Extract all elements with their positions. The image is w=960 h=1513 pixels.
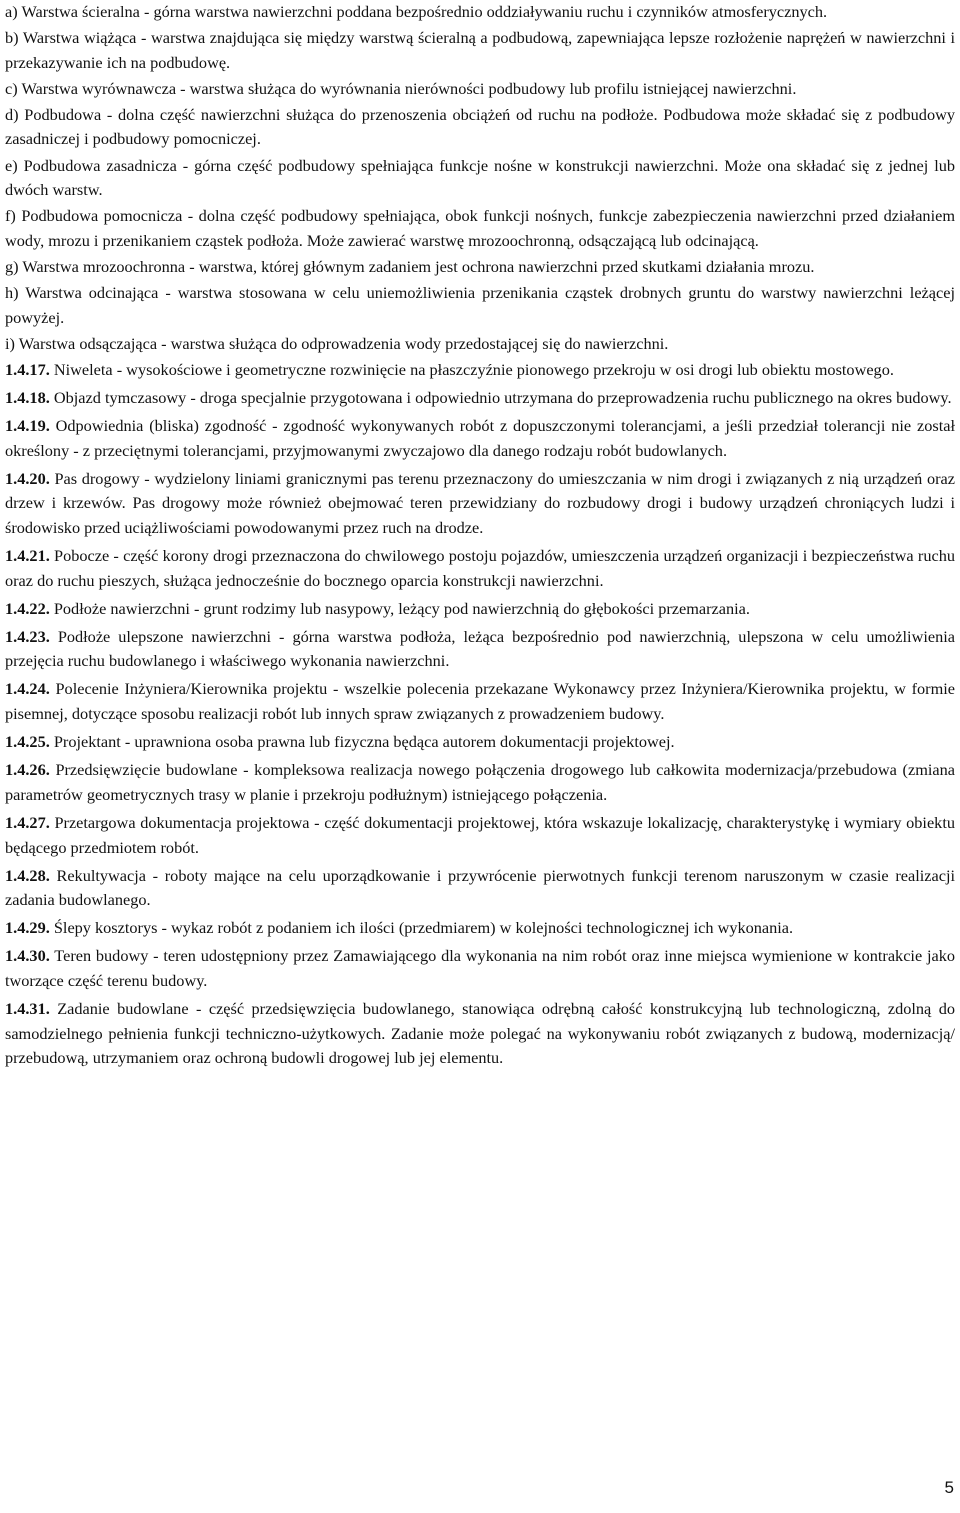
definition-number: 1.4.28. xyxy=(5,865,50,885)
document-page xyxy=(5,0,955,1074)
list-item: c) Warstwa wyrównawcza - warstwa służąca do wyrównania nierówności podbudowy lub profilu istniejącej nawierzchni. xyxy=(5,78,797,98)
definition-number: 1.4.18. xyxy=(5,387,50,407)
definition-item: 1.4.29. Ślepy kosztorys - wykaz robót z podaniem ich ilości (przedmiarem) w kolejności technologicznej ich wykonania. xyxy=(5,918,794,938)
list-item: d) Podbudowa - dolna część nawierzchni służąca do przenoszenia obciążeń od ruchu na podłoże. Podbudowa może składać się z podbudowy zasadniczej i podbudowy pomocniczej. xyxy=(5,104,955,149)
layer-list xyxy=(5,0,955,356)
list-item: b) Warstwa wiążąca - warstwa znajdująca się między warstwą ścieralną a podbudową, zapewniająca lepsze rozłożenie naprężeń w nawierzchni i przekazywanie ich na podbudowę. xyxy=(5,28,956,72)
definition-number: 1.4.22. xyxy=(5,598,50,618)
definition-number: 1.4.17. xyxy=(5,359,50,379)
definition-item: 1.4.26. Przedsięwzięcie budowlane - kompleksowa realizacja nowego połączenia drogowego lub całkowita modernizacja/przebudowa (zmiana parametrów geometrycznych trasy w planie i przekroju podłużnym) istniejącego połączenia. xyxy=(5,760,955,804)
list-item: a) Warstwa ścieralna - górna warstwa nawierzchni poddana bezpośrednio oddziaływaniu ruchu i czynników atmosferycznych. xyxy=(5,2,828,21)
definition-number: 1.4.29. xyxy=(5,918,50,938)
definition-item: 1.4.22. Podłoże nawierzchni - grunt rodzimy lub nasypowy, leżący pod nawierzchnią do głębokości przemarzania. xyxy=(5,598,750,618)
definition-item: 1.4.31. Zadanie budowlane - część przedsięwzięcia budowlanego, stanowiąca odrębną całość konstrukcyjną lub technologiczną, zdolną do samodzielnego pełnienia funkcji techniczno-użytkowych. Zadanie może polegać na wykonywaniu robót związanych z budową, modernizacją/ przebudową, utrzymaniem oraz ochroną budowli drogowej lub jej elementu. xyxy=(5,999,955,1068)
page-number: 5 xyxy=(944,1478,954,1497)
definition-item: 1.4.17. Niweleta - wysokościowe i geometryczne rozwinięcie na płaszczyźnie pionowego przekroju w osi drogi lub obiektu mostowego. xyxy=(5,359,894,379)
definition-number: 1.4.27. xyxy=(5,812,50,832)
definition-item: 1.4.28. Rekultywacja - roboty mające na celu uporządkowanie i przywrócenie pierwotnych funkcji terenom naruszonym w czasie realizacji zadania budowlanego. xyxy=(5,865,955,910)
list-item: f) Podbudowa pomocnicza - dolna część podbudowy spełniająca, obok funkcji nośnych, funkcje zabezpieczenia nawierzchni przed działaniem wody, mrozu i przenikaniem cząstek podłoża. Może zawierać warstwę mrozoochronną, odsączającą lub odcinającą. xyxy=(5,206,955,250)
definition-number: 1.4.20. xyxy=(5,468,50,488)
list-item: g) Warstwa mrozoochronna - warstwa, której głównym zadaniem jest ochrona nawierzchni przed skutkami działania mrozu. xyxy=(5,256,815,276)
list-item: h) Warstwa odcinająca - warstwa stosowana w celu uniemożliwienia przenikania cząstek drobnych gruntu do warstwy nawierzchni leżącej powyżej. xyxy=(5,283,955,327)
definition-item: 1.4.20. Pas drogowy - wydzielony liniami granicznymi pas terenu przeznaczony do umieszczania w nim drogi i związanych z nią urządzeń oraz drzew i krzewów. Pas drogowy może również obejmować teren przewidziany do rozbudowy drogi i budowy urządzeń chroniących ludzi i środowisko przed uciążliwościami powodowanymi przez ruch na drodze. xyxy=(5,468,955,537)
definition-number: 1.4.19. xyxy=(5,416,50,435)
list-item: i) Warstwa odsączająca - warstwa służąca do odprowadzenia wody przedostającej się do nawierzchni. xyxy=(5,333,669,353)
definition-number: 1.4.26. xyxy=(5,760,50,780)
definition-number: 1.4.25. xyxy=(5,732,50,752)
definition-item: 1.4.19. Odpowiednia (bliska) zgodność - zgodność wykonywanych robót z dopuszczonymi tolerancjami, a jeśli przedział tolerancji nie został określony - z przeciętnymi tolerancjami, przyjmowanymi zwyczajowo dla danego rodzaju robót budowlanych. xyxy=(5,416,955,460)
definitions-list xyxy=(5,358,955,1071)
definition-number: 1.4.21. xyxy=(5,545,50,565)
definition-item: 1.4.23. Podłoże ulepszone nawierzchni - górna warstwa podłoża, leżąca bezpośrednio pod nawierzchnią, ulepszona w celu umożliwienia przejęcia ruchu budowlanego i właściwego wykonania nawierzchni. xyxy=(5,626,955,671)
definition-number: 1.4.31. xyxy=(5,999,50,1019)
definition-number: 1.4.23. xyxy=(5,626,50,646)
definition-item: 1.4.30. Teren budowy - teren udostępniony przez Zamawiającego dla wykonania na nim robót oraz inne miejsca wymienione w kontrakcie jako tworzące część terenu budowy. xyxy=(5,946,955,990)
definition-item: 1.4.21. Pobocze - część korony drogi przeznaczona do chwilowego postoju pojazdów, umieszczenia urządzeń organizacji i bezpieczeństwa ruchu oraz do ruchu pieszych, służąca jednocześnie do bocznego oparcia konstrukcji nawierzchni. xyxy=(5,545,955,590)
definition-item: 1.4.18. Objazd tymczasowy - droga specjalnie przygotowana i odpowiednio utrzymana do przeprowadzenia ruchu publicznego na okres budowy. xyxy=(5,387,952,407)
definition-item: 1.4.25. Projektant - uprawniona osoba prawna lub fizyczna będąca autorem dokumentacji projektowej. xyxy=(5,732,675,752)
definition-number: 1.4.30. xyxy=(5,946,50,966)
definition-item: 1.4.24. Polecenie Inżyniera/Kierownika projektu - wszelkie polecenia przekazane Wykonawcy przez Inżyniera/Kierownika projektu, w formie pisemnej, dotyczące sposobu realizacji robót lub innych spraw związanych z prowadzeniem budowy. xyxy=(5,679,955,724)
list-item: e) Podbudowa zasadnicza - górna część podbudowy spełniająca funkcje nośne w konstrukcji nawierzchni. Może ona składać się z jednej lub dwóch warstw. xyxy=(5,155,955,200)
definition-item: 1.4.27. Przetargowa dokumentacja projektowa - część dokumentacji projektowej, która wskazuje lokalizację, charakterystykę i wymiary obiektu będącego przedmiotem robót. xyxy=(5,812,955,857)
definition-number: 1.4.24. xyxy=(5,679,50,699)
